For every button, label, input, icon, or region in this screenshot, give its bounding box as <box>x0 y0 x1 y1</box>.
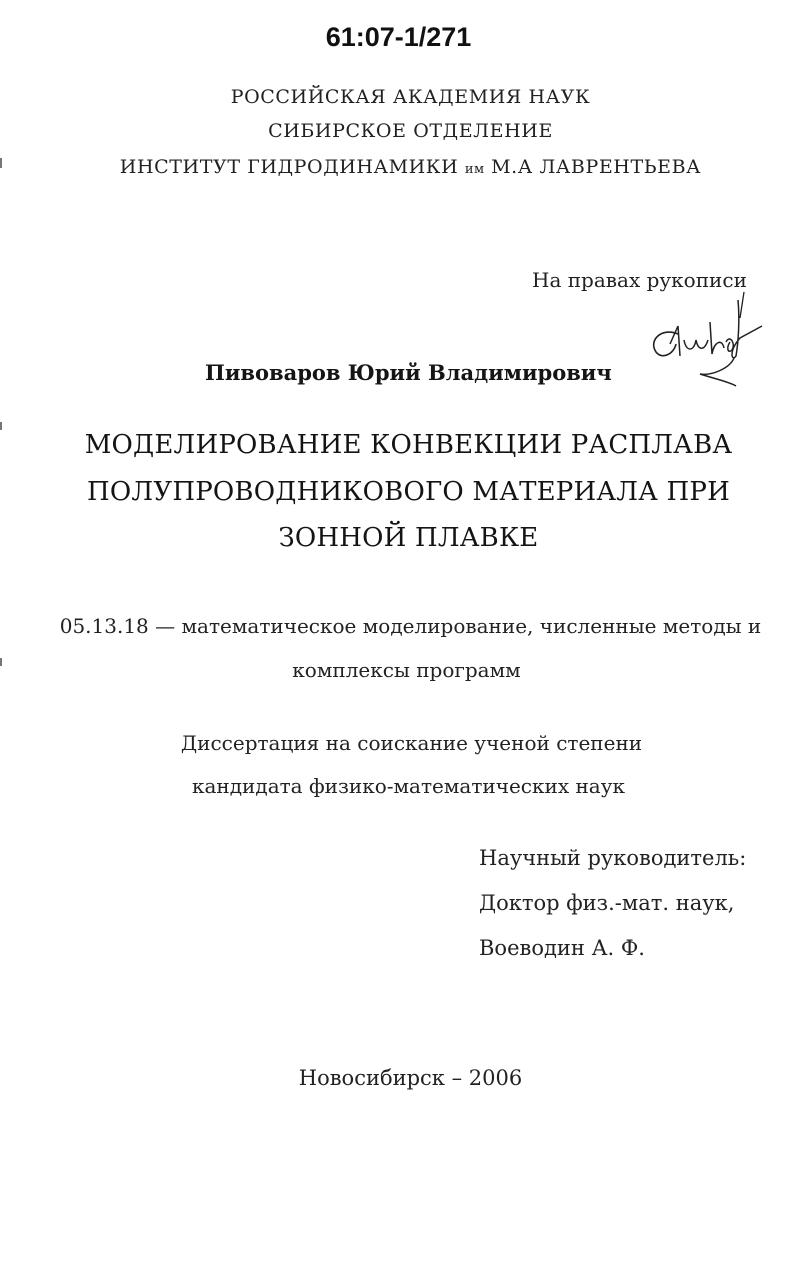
dissertation-purpose: Диссертация на соискание ученой степени <box>180 731 643 755</box>
manuscript-rights: На правах рукописи <box>532 268 747 292</box>
specialty-name: комплексы программ <box>292 658 521 682</box>
supervisor-name: Воеводин А. Ф. <box>479 936 645 960</box>
dissertation-title-line: МОДЕЛИРОВАНИЕ КОНВЕКЦИИ РАСПЛАВА <box>84 430 733 460</box>
institute-name: ИНСТИТУТ ГИДРОДИНАМИКИ <box>119 156 459 178</box>
supervisor-degree: Доктор физ.-мат. наук, <box>479 891 735 915</box>
author-name: Пивоваров Юрий Владимирович <box>205 360 612 385</box>
catalog-number: 61:07-1/271 <box>325 22 472 52</box>
dissertation-title-line: ЗОННОЙ ПЛАВКЕ <box>278 523 539 553</box>
specialty-code: 05.13.18 — математическое моделирование, численные методы и <box>59 614 762 638</box>
institute-abbrev: им <box>464 162 485 177</box>
scan-margin-mark <box>0 422 2 430</box>
institute-person: М.А ЛАВРЕНТЬЕВА <box>491 156 702 178</box>
scan-margin-mark <box>0 658 2 666</box>
supervisor-label: Научный руководитель: <box>479 846 747 870</box>
dissertation-title-line: ПОЛУПРОВОДНИКОВОГО МАТЕРИАЛА ПРИ <box>87 477 730 507</box>
institution-branch: СИБИРСКОЕ ОТДЕЛЕНИЕ <box>268 120 553 142</box>
signature-icon <box>640 282 770 392</box>
city-year: Новосибирск – 2006 <box>298 1066 523 1090</box>
institution-academy: РОССИЙСКАЯ АКАДЕМИЯ НАУК <box>230 86 591 108</box>
institution-institute <box>12 156 797 178</box>
scan-margin-mark <box>0 158 2 168</box>
dissertation-degree: кандидата физико-математических наук <box>191 774 625 798</box>
